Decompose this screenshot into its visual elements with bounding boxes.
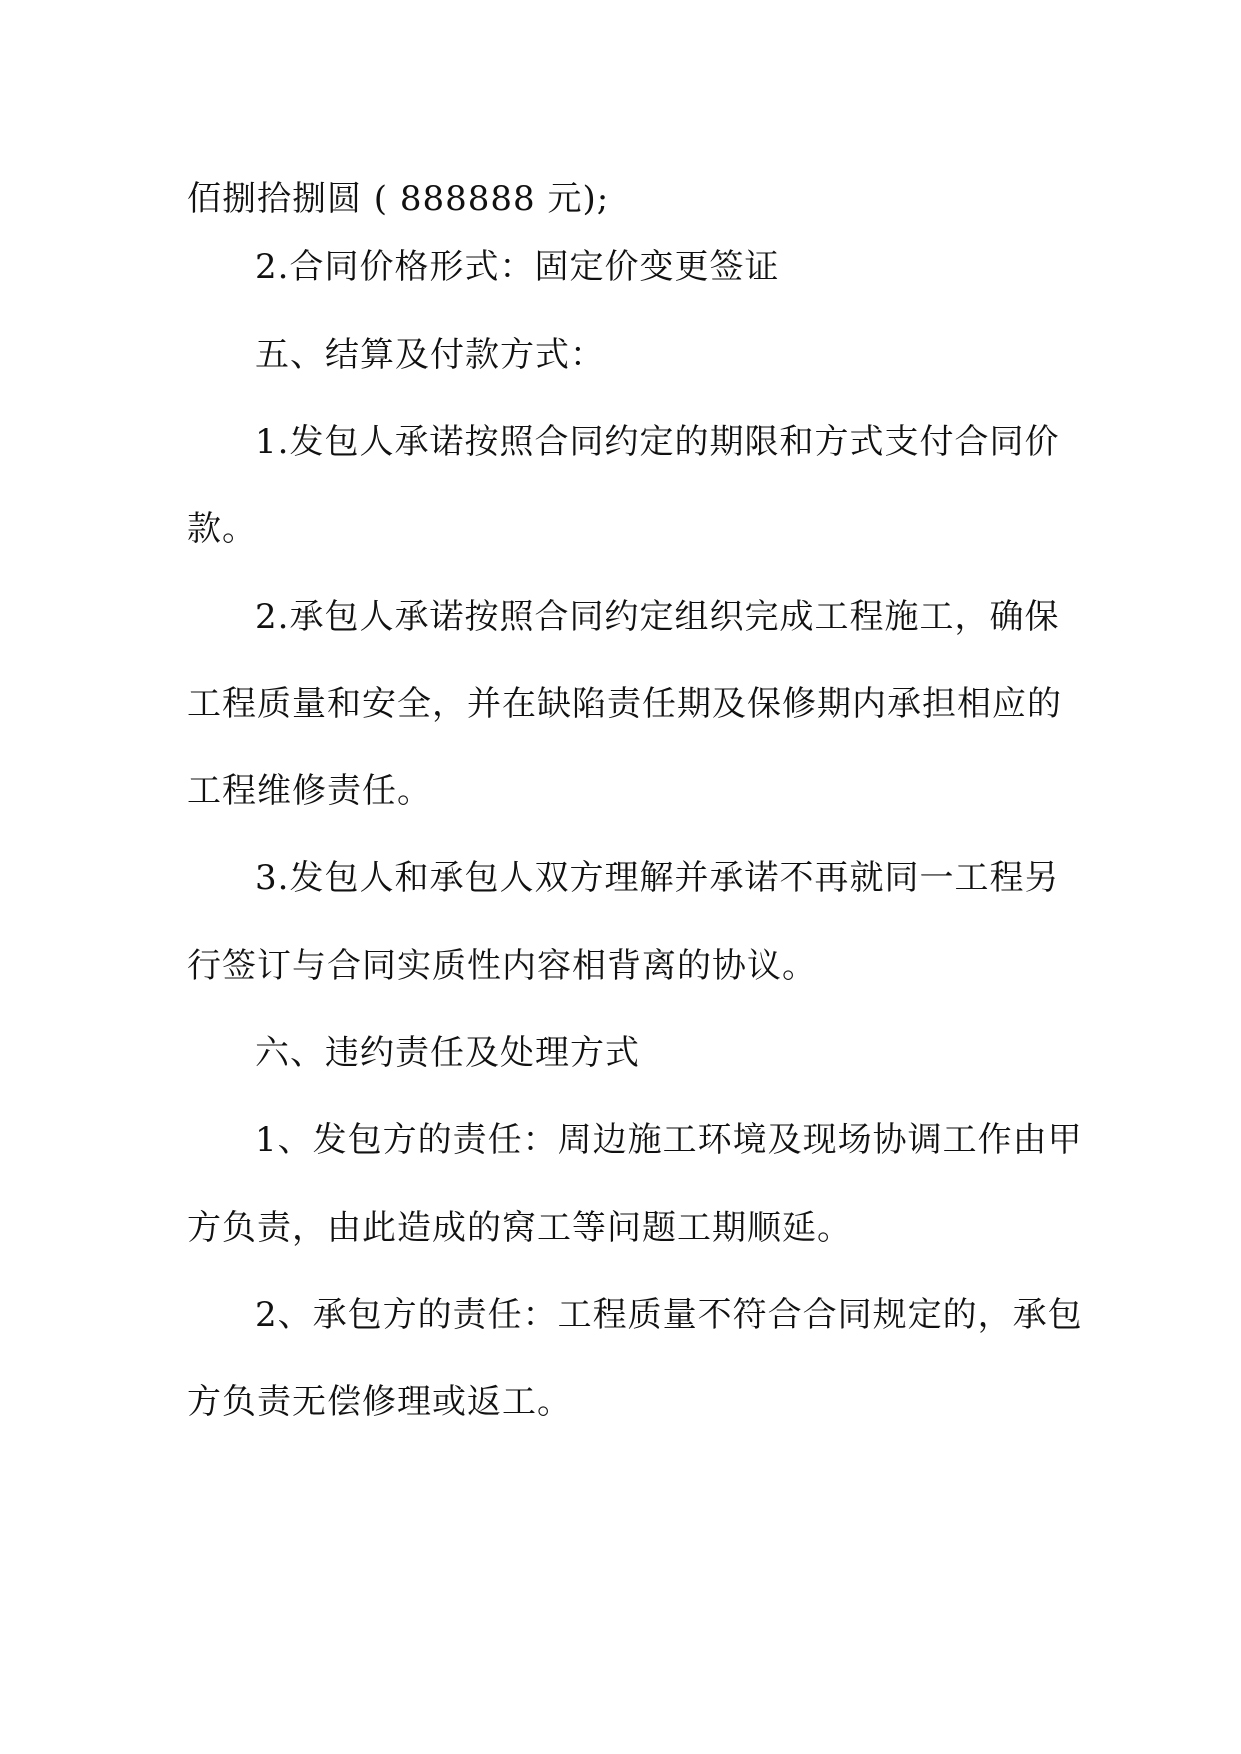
text-line-amount: 佰捌拾捌圆 ( 888888 元);: [187, 179, 610, 219]
section-heading-breach: 六、违约责任及处理方式: [255, 1033, 640, 1073]
text-line-clause-2b: 工程质量和安全，并在缺陷责任期及保修期内承担相应的: [187, 684, 1062, 724]
text-line-clause-2c: 工程维修责任。: [187, 771, 432, 811]
text-line-employer-duty-a: 1、发包方的责任：周边施工环境及现场协调工作由甲: [255, 1120, 1083, 1160]
text-line-contractor-duty-a: 2、承包方的责任：工程质量不符合合同规定的，承包: [255, 1295, 1083, 1335]
text-line-clause-3a: 3.发包人和承包人双方理解并承诺不再就同一工程另: [255, 858, 1060, 898]
text-line-clause-1b: 款。: [187, 509, 257, 549]
text-line-employer-duty-b: 方负责，由此造成的窝工等问题工期顺延。: [187, 1208, 852, 1248]
section-heading-settlement: 五、结算及付款方式：: [255, 335, 605, 375]
text-line-price-form: 2.合同价格形式：固定价变更签证: [255, 247, 780, 287]
text-line-clause-1a: 1.发包人承诺按照合同约定的期限和方式支付合同价: [255, 422, 1060, 462]
text-line-contractor-duty-b: 方负责无偿修理或返工。: [187, 1382, 572, 1422]
text-line-clause-3b: 行签订与合同实质性内容相背离的协议。: [187, 946, 817, 986]
text-line-clause-2a: 2.承包人承诺按照合同约定组织完成工程施工，确保: [255, 597, 1060, 637]
